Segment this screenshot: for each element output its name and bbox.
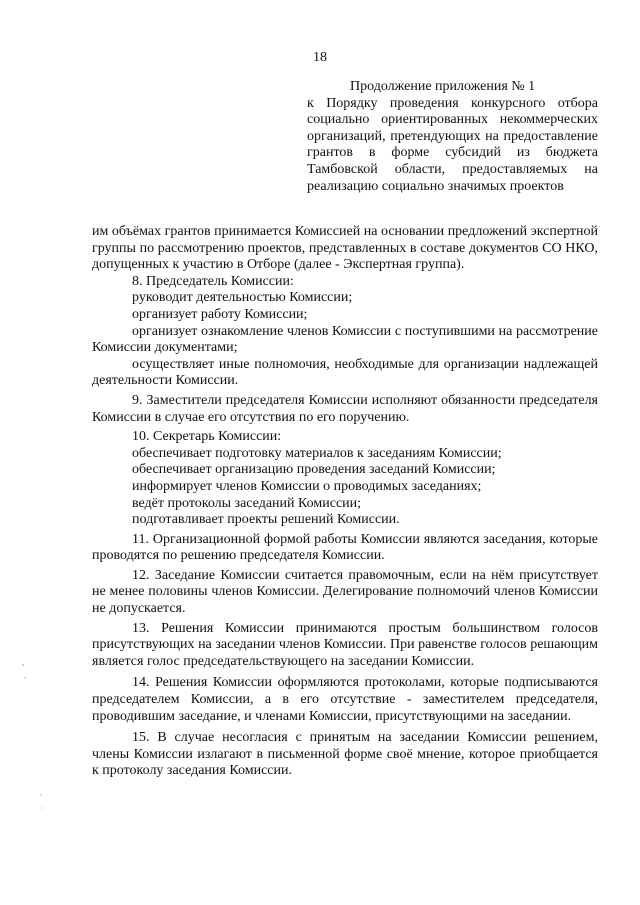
paragraph-9: 9. Заместители председателя Комиссии исполняют обязанности председателя Комиссии в случае его отсутствия по его поручению. (92, 392, 598, 425)
appendix-description: к Порядку проведения конкурсного отбора социально ориентированных некоммерческих организаций, претендующих на предоставление грантов в форме субсидий из бюджета Тамбовской области, предоставляемых на реализацию социально значимых проектов (307, 95, 598, 194)
paragraph-10-item-3: информирует членов Комиссии о проводимых заседаниях; (132, 478, 482, 494)
appendix-title: Продолжение приложения № 1 (350, 79, 536, 94)
scan-speck (40, 794, 41, 795)
paragraph-14: 14. Решения Комиссии оформляются протоколами, которые подписываются председателем Комиссии, а в его отсутствие - заместителем председателя, проводившим заседание, и членами Комиссии, присутствующими на заседании. (92, 675, 598, 724)
scan-speck (41, 807, 42, 808)
page-number: 18 (313, 50, 327, 65)
paragraph-10-item-1: обеспечивает подготовку материалов к заседаниям Комиссии; (132, 445, 502, 461)
paragraph-8-item-1: руководит деятельностью Комиссии; (132, 290, 353, 306)
paragraph-15: 15. В случае несогласия с принятым на заседании Комиссии решением, члены Комиссии излагают в письменной форме своё мнение, которое приобщается к протоколу заседания Комиссии. (92, 730, 598, 779)
paragraph-10-heading: 10. Секретарь Комиссии: (132, 429, 282, 445)
paragraph-13: 13. Решения Комиссии принимаются простым большинством голосов присутствующих на заседании членов Комиссии. При равенстве голосов решающим является голос председательствующего на заседании Комиссии. (92, 620, 598, 669)
scan-speck (22, 664, 24, 666)
paragraph-10-item-2: обеспечивает организацию проведения заседаний Комиссии; (132, 462, 496, 478)
paragraph-8-heading: 8. Председатель Комиссии: (132, 273, 294, 289)
scan-speck (24, 677, 25, 678)
paragraph-12: 12. Заседание Комиссии считается правомочным, если на нём присутствует не менее половины членов Комиссии. Делегирование полномочий членов Комиссии не допускается. (92, 567, 598, 617)
paragraph-11: 11. Организационной формой работы Комиссии являются заседания, которые проводятся по решению председателя Комиссии. (92, 531, 598, 564)
paragraph-10-item-4: ведёт протоколы заседаний Комиссии; (132, 495, 362, 511)
paragraph-8-item-3: организует ознакомление членов Комиссии с поступившими на рассмотрение Комиссии документами; (92, 323, 598, 356)
paragraph-8-item-2: организует работу Комиссии; (132, 306, 308, 322)
paragraph-10-item-5: подготавливает проекты решений Комиссии. (132, 512, 400, 528)
paragraph-8-item-4: осуществляет иные полномочия, необходимые для организации надлежащей деятельности Комиссии. (92, 356, 598, 389)
paragraph-continuation: им объёмах грантов принимается Комиссией на основании предложений экспертной группы по рассмотрению проектов, представленных в составе документов СО НКО, допущенных к участию в Отборе (далее - Экспертная группа). (92, 224, 598, 273)
